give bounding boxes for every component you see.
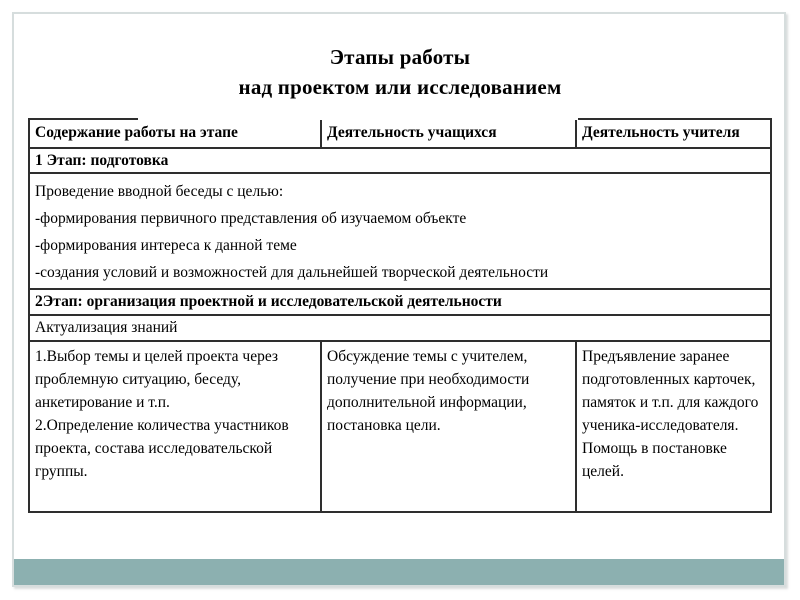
detail-cell-students: Обсуждение темы с учителем, получение при необходимости дополнительной информации, постановка цели. <box>320 342 575 511</box>
stage2-detail-row <box>28 342 772 513</box>
stage1-goal-1: -формирования первичного представления об изучаемом объекте <box>35 210 467 227</box>
title-line-2: над проектом или исследованием <box>238 75 562 99</box>
detail-cell-teacher: Предъявление заранее подготовленных карточек, памяток и т.п. для каждого ученика-исследователя. Помощь в постановке целей. <box>575 342 770 511</box>
stage1-goal-2: -формирования интереса к данной теме <box>35 237 297 254</box>
detail-content-item-1: 1.Выбор темы и целей проекта через проблемную ситуацию, беседу, анкетирование и т.п. <box>35 348 279 411</box>
stage2-subtitle-row <box>28 316 772 342</box>
stages-table <box>28 120 772 513</box>
stage1-intro: Проведение вводной беседы с целью: <box>35 183 284 200</box>
stage1-title: 1 Этап: подготовка <box>35 152 169 169</box>
stage1-title-row <box>28 149 772 174</box>
stage2-subtitle: Актуализация знаний <box>35 319 178 336</box>
stage1-goal-3: -создания условий и возможностей для дальнейшей творческой деятельности <box>35 264 549 281</box>
slide-title <box>0 42 800 102</box>
stage1-goals-row <box>28 174 772 290</box>
stage2-title-row <box>28 290 772 316</box>
title-line-1: Этапы работы <box>329 45 471 69</box>
header-cell-teacher-activity: Деятельность учителя <box>575 120 770 147</box>
detail-cell-content <box>30 342 320 511</box>
stage1-goals-cell <box>30 174 770 288</box>
table-header-row <box>28 120 772 149</box>
header-cell-stage-content: Содержание работы на этапе <box>35 124 238 141</box>
accent-band <box>14 559 784 585</box>
stage2-title: 2Этап: организация проектной и исследовательской деятельности <box>35 293 502 310</box>
header-cell-student-activity: Деятельность учащихся <box>320 120 575 147</box>
detail-content-item-2: 2.Определение количества участников проекта, состава исследовательской группы. <box>35 417 289 480</box>
